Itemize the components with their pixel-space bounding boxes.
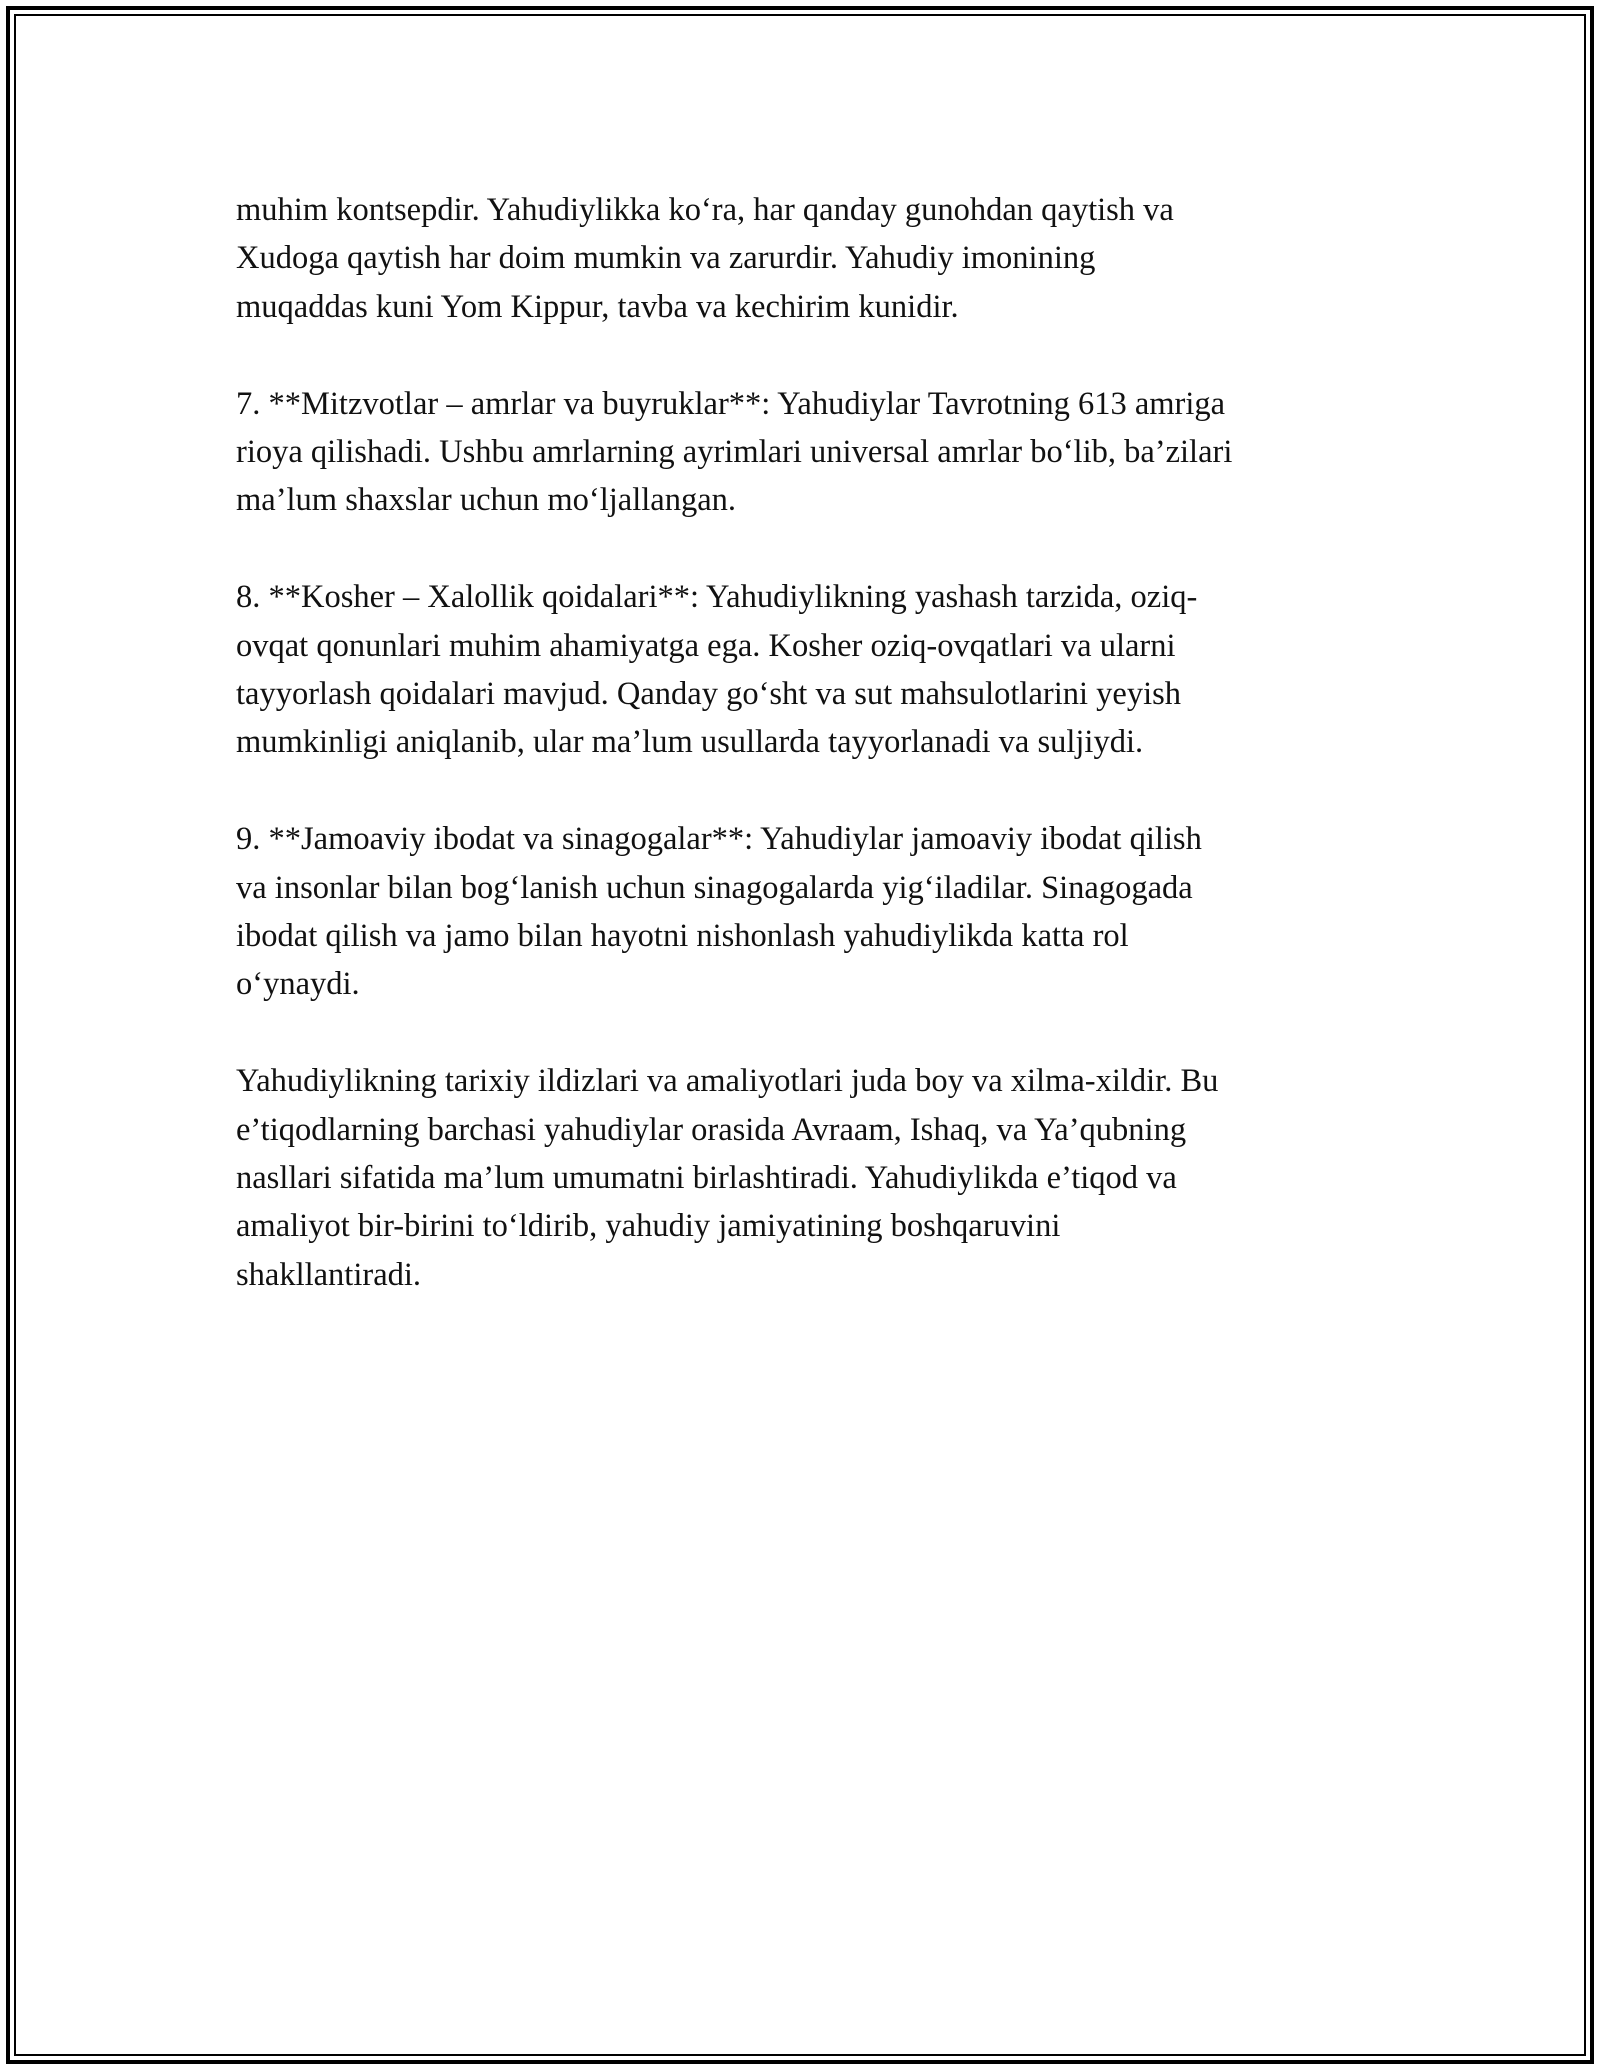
text-line: va insonlar bilan bog‘lanish uchun sinagogalarda yig‘iladilar. Sinagogada xyxy=(236,869,1193,906)
text-line: nasllari sifatida ma’lum umumatni birlashtiradi. Yahudiylikda e’tiqod va xyxy=(236,1160,1177,1197)
text-line: ma’lum shaxslar uchun mo‘ljallangan. xyxy=(236,482,737,519)
text-line: muqaddas kuni Yom Kippur, tavba va kechirim kunidir. xyxy=(236,288,959,325)
text-line: Yahudiylikning tarixiy ildizlari va amaliyotlari juda boy va xilma-xildir. Bu xyxy=(236,1063,1219,1100)
text-line: Xudoga qaytish har doim mumkin va zarurdir. Yahudiy imonining xyxy=(236,240,1096,277)
text-line: o‘ynaydi. xyxy=(236,966,360,1003)
paragraph-kosher xyxy=(236,573,1376,767)
text-line: 8. **Kosher – Xalollik qoidalari**: Yahudiylikning yashash tarzida, oziq- xyxy=(236,579,1198,616)
text-line: 9. **Jamoaviy ibodat va sinagogalar**: Yahudiylar jamoaviy ibodat qilish xyxy=(236,821,1202,858)
text-line: rioya qilishadi. Ushbu amrlarning ayrimlari universal amrlar bo‘lib, ba’zilari xyxy=(236,434,1233,471)
paragraph-conclusion xyxy=(236,1057,1376,1299)
text-line: tayyorlash qoidalari mavjud. Qanday go‘sht va sut mahsulotlarini yeyish xyxy=(236,676,1182,713)
text-line: muhim kontsepdir. Yahudiylikka ko‘ra, har qanday gunohdan qaytish va xyxy=(236,192,1174,228)
text-line: ibodat qilish va jamo bilan hayotni nishonlash yahudiylikda katta rol xyxy=(236,918,1129,955)
text-line: mumkinligi aniqlanib, ular ma’lum usullarda tayyorlanadi va suljiydi. xyxy=(236,724,1144,761)
document-body xyxy=(236,186,1376,1348)
paragraph-repentance xyxy=(236,186,1376,331)
text-line: shakllantiradi. xyxy=(236,1256,422,1293)
text-line: amaliyot bir-birini to‘ldirib, yahudiy jamiyatining boshqaruvini xyxy=(236,1208,1061,1245)
text-line: e’tiqodlarning barchasi yahudiylar orasida Avraam, Ishaq, va Ya’qubning xyxy=(236,1111,1187,1148)
text-line: 7. **Mitzvotlar – amrlar va buyruklar**: Yahudiylar Tavrotning 613 amriga xyxy=(236,385,1226,422)
paragraph-mitzvot xyxy=(236,380,1376,525)
text-line: ovqat qonunlari muhim ahamiyatga ega. Kosher oziq-ovqatlari va ularni xyxy=(236,627,1176,664)
paragraph-synagogue xyxy=(236,815,1376,1009)
